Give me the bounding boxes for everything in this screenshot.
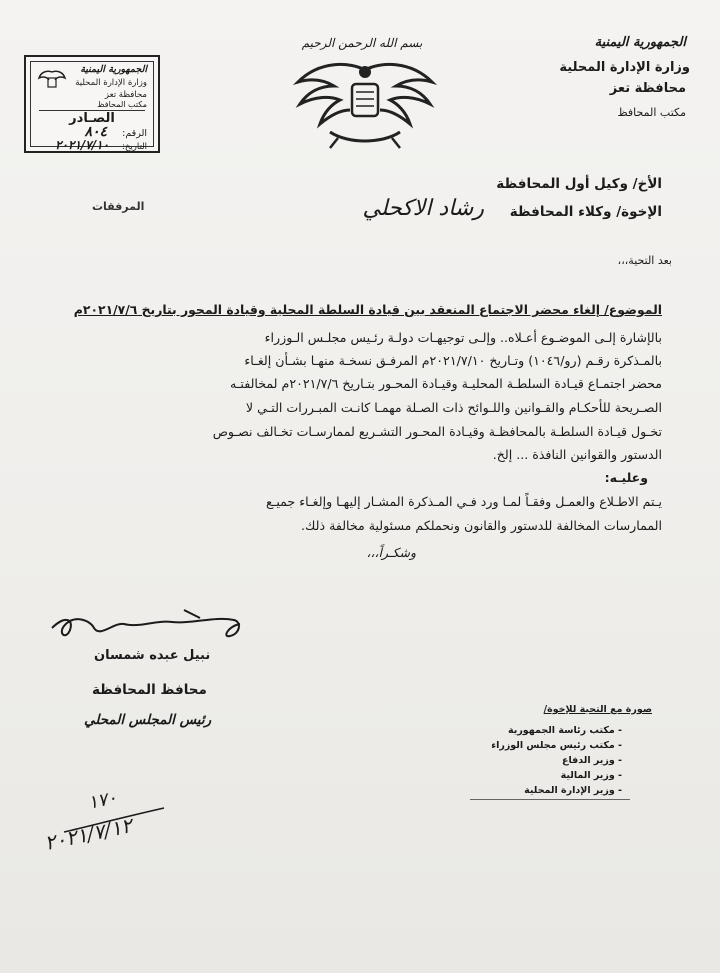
stamp-number-value: ٨٠٤ (84, 124, 107, 140)
header-governorate: محافظة تعز (609, 81, 686, 96)
body-line-3: محضر اجتمـاع قيـادة السلطـة المحليـة وقيـادة المحـور بتـاريخ ٢٠٢١/٧/٦م لمخالفتـه (229, 376, 662, 391)
stamp-date-value: ٢٠٢١/٧/١٠ (55, 138, 109, 152)
stamp-republic: الجمهورية اليمنية (80, 64, 147, 75)
handwritten-underline-icon (60, 806, 170, 836)
header-republic: الجمهورية اليمنية (594, 35, 686, 50)
cc-item-1-label: مكتب رئاسة الجمهورية (508, 725, 615, 736)
stamp-office: مكتب المحافظ (97, 100, 147, 109)
greeting: بعد التحية،،، (617, 254, 672, 267)
body-line-6: الدستور والقوانين النافذة ... إلخ. (492, 447, 662, 462)
body-line-2: بالمـذكرة رقـم (رو/١٠٤٦) وتـاريخ ٢٠٢١/٧/١٠م المرفـق نسخـة منهـا بشـأن إلغـاء (244, 353, 662, 368)
body-line-1: بالإشارة إلـى الموضـوع أعـلاه.. وإلـى توجيهـات دولـة رئـيس مجلـس الـوزراء (264, 330, 662, 345)
stamp-emblem-icon (37, 68, 67, 94)
basmala: بسم الله الرحمن الرحيم (301, 36, 423, 50)
addressee-handwritten: رشاد الاكحلي (362, 196, 484, 221)
body-line-4: الصـريحة للأحكـام والقـوانين واللـوائح ذات الصـلة مهمـا كانـت المبـررات التـي لا (245, 400, 662, 415)
cc-item-2-label: مكتب رئيس مجلس الوزراء (491, 740, 615, 751)
signatory-council: رئيس المجلس المحلي (84, 712, 212, 728)
stamp-number-label: الرقم: (122, 128, 147, 139)
addressee-1: الأخ/ وكيل أول المحافظة (496, 176, 662, 192)
cc-item-1: - مكتب رئاسة الجمهورية (508, 725, 622, 736)
signatory-name: نبيل عبده شمسان (94, 648, 211, 663)
cc-heading: صورة مع التحية للإخوة/ (543, 704, 652, 715)
body-line-5: تخـول قيـادة السلطـة بالمحافظـة وقيـادة المحـور التشـريع لممارسـات تخـالف نصـوص (212, 424, 662, 439)
cc-divider (470, 799, 630, 800)
signatory-title: محافظ المحافظة (92, 682, 207, 698)
thanks: وشكـراً،،، (366, 545, 416, 560)
cc-item-3: - وزير الدفاع (561, 755, 622, 766)
stamp-date-label: التاريخ: (122, 142, 147, 152)
cc-item-2: - مكتب رئيس مجلس الوزراء (491, 740, 622, 751)
subject-line: الموضوع/ إلغاء محضر الاجتماع المنعقد بين قيادة السلطة المحلية وقيادة المحور بتاريخ ٢٠٢١/٧/٦م (73, 302, 662, 317)
stamp-ministry: وزارة الإدارة المحلية (75, 78, 147, 88)
handwritten-note-number: ١٧٠ (86, 787, 119, 814)
outgoing-stamp (24, 55, 160, 153)
stamp-attachments: المرفقات (92, 200, 145, 213)
cc-item-4-label: وزير المالية (560, 770, 615, 781)
addressee-2: الإخوة/ وكلاء المحافظة (509, 204, 662, 220)
directive-line-2: الممارسات المخالفة للدستور والقانون ونحملكم مسئولية مخالفة ذلك. (301, 518, 662, 533)
handwritten-note-date: ٢٠٢١/٧/١٢ (42, 813, 135, 855)
cc-item-5-label: وزير الإدارة المحلية (524, 785, 615, 796)
header-office: مكتب المحافظ (617, 106, 686, 119)
yemen-emblem-icon (290, 52, 440, 152)
header-ministry: وزارة الإدارة المحلية (559, 60, 690, 75)
wa-alayh: وعليـه: (604, 470, 648, 485)
stamp-governorate: محافظة تعز (104, 90, 147, 100)
directive-line-1: يـتم الاطـلاع والعمـل وفقـاً لمـا ورد فـي المـذكرة المشـار إليهـا وإلغـاء جميـع (265, 494, 662, 509)
cc-item-5: - وزير الإدارة المحلية (524, 785, 622, 796)
cc-item-4: - وزير المالية (560, 770, 622, 781)
cc-item-3-label: وزير الدفاع (561, 755, 615, 766)
stamp-outgoing: الصـادر (39, 110, 145, 126)
